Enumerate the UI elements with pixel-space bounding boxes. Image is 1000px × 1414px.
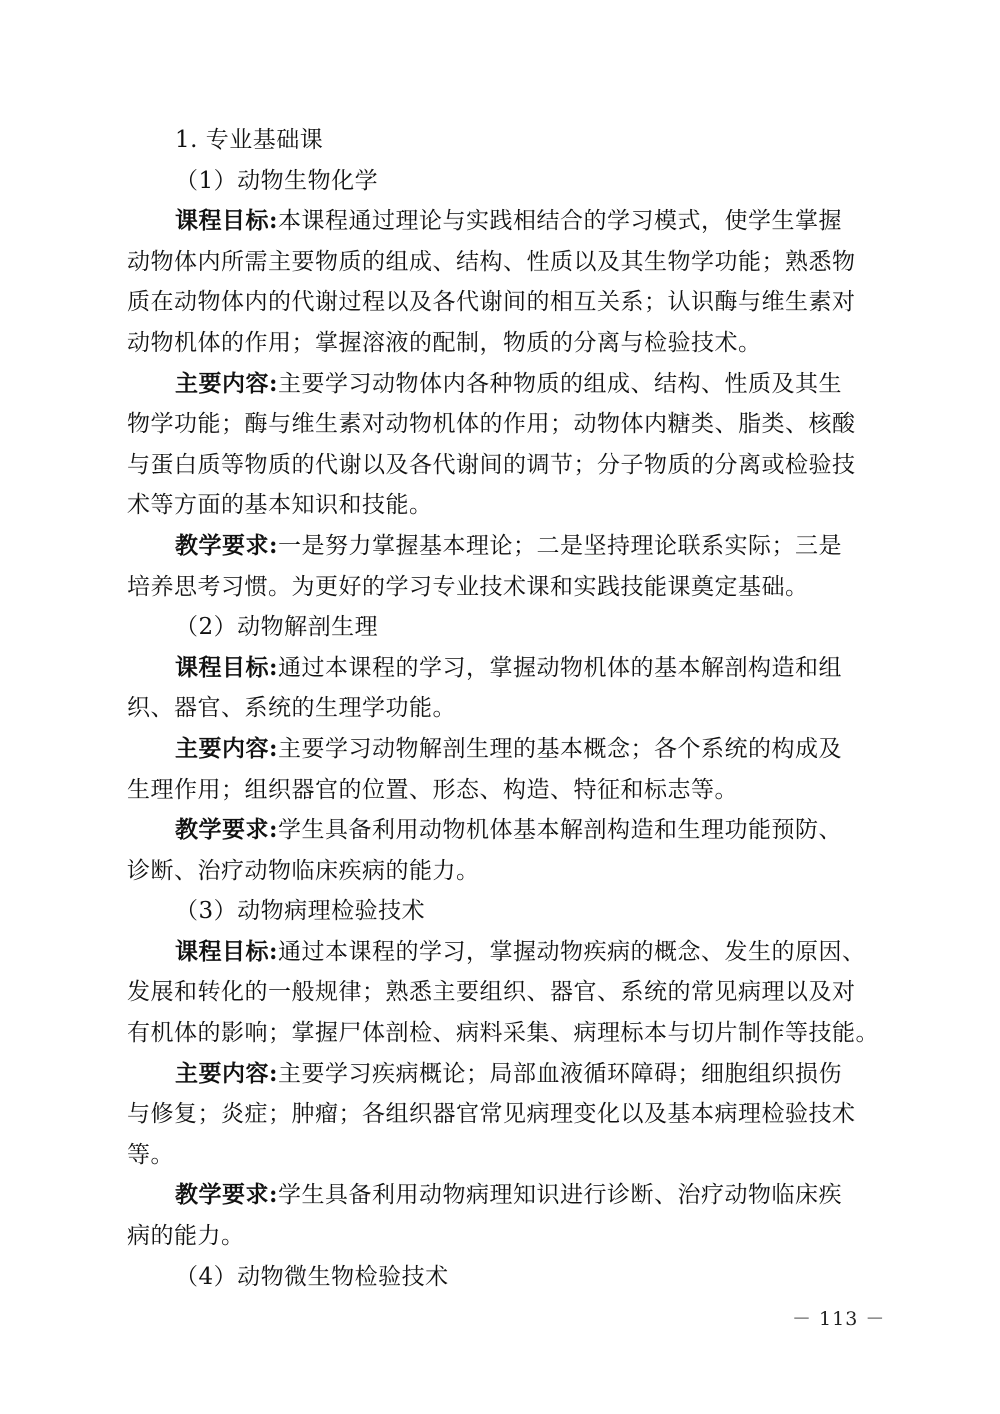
paragraph-line: [127, 729, 857, 770]
paragraph-line: [127, 810, 857, 851]
paragraph-line: 有机体的影响；掌握尸体剖检、病料采集、病理标本与切片制作等技能。: [127, 1020, 879, 1047]
paragraph-line: 与修复；炎症；肿瘤；各组织器官常见病理变化以及基本病理检验技术: [127, 1101, 856, 1128]
block-label: 课程目标:: [175, 653, 278, 681]
paragraph-line: [127, 201, 857, 242]
section-heading: 1. 专业基础课: [175, 127, 324, 153]
paragraph-line: 发展和转化的一般规律；熟悉主要组织、器官、系统的常见病理以及对: [127, 979, 856, 1006]
paragraph-line: 动物机体的作用；掌握溶液的配制，物质的分离与检验技术。: [127, 329, 762, 356]
paragraph-line: 物学功能；酶与维生素对动物机体的作用；动物体内糖类、脂类、核酸: [127, 411, 856, 438]
paragraph-line: 等。: [127, 1141, 174, 1168]
block-text: 学生具备利用动物病理知识进行诊断、治疗动物临床疾: [278, 1182, 842, 1209]
block-label: 主要内容:: [175, 1059, 278, 1087]
block-text: 学生具备利用动物机体基本解剖构造和生理功能预防、: [278, 817, 842, 844]
block-label: 教学要求:: [175, 816, 278, 844]
block-label: 教学要求:: [175, 1181, 278, 1209]
course-title: （3）动物病理检验技术: [175, 898, 426, 925]
block-text: 主要学习疾病概论；局部血液循环障碍；细胞组织损伤: [278, 1060, 842, 1087]
block-text: 通过本课程的学习，掌握动物机体的基本解剖构造和组: [278, 654, 842, 681]
paragraph-line: [127, 526, 857, 567]
course-title: （4）动物微生物检验技术: [175, 1263, 449, 1290]
block-label: 主要内容:: [175, 734, 278, 762]
block-label: 课程目标:: [175, 207, 278, 235]
block-label: 教学要求:: [175, 531, 278, 559]
block-label: 课程目标:: [175, 937, 278, 965]
block-text: 一是努力掌握基本理论；二是坚持理论联系实际；三是: [278, 532, 842, 559]
paragraph-line: [127, 648, 857, 689]
block-text: 主要学习动物解剖生理的基本概念；各个系统的构成及: [278, 735, 842, 762]
block-text: 通过本课程的学习，掌握动物疾病的概念、发生的原因、: [278, 938, 866, 965]
block-text: 主要学习动物体内各种物质的组成、结构、性质及其生: [278, 370, 842, 397]
paragraph-line: [127, 364, 857, 405]
paragraph-line: 术等方面的基本知识和技能。: [127, 492, 433, 519]
paragraph-line: 病的能力。: [127, 1223, 245, 1250]
course-title: （2）动物解剖生理: [175, 614, 379, 641]
paragraph-line: [127, 932, 866, 973]
course-title: （1）动物生物化学: [175, 167, 379, 194]
paragraph-line: [127, 1175, 857, 1216]
paragraph-line: 诊断、治疗动物临床疾病的能力。: [127, 857, 480, 884]
document-body: [127, 120, 879, 1297]
paragraph-line: 动物体内所需主要物质的组成、结构、性质以及其生物学功能；熟悉物: [127, 248, 856, 275]
paragraph-line: 生理作用；组织器官的位置、形态、构造、特征和标志等。: [127, 776, 738, 803]
paragraph-line: 质在动物体内的代谢过程以及各代谢间的相互关系；认识酶与维生素对: [127, 289, 856, 316]
paragraph-line: 培养思考习惯。为更好的学习专业技术课和实践技能课奠定基础。: [127, 573, 809, 600]
paragraph-line: 与蛋白质等物质的代谢以及各代谢间的调节；分子物质的分离或检验技: [127, 451, 856, 478]
block-label: 主要内容:: [175, 369, 278, 397]
paragraph-line: 织、器官、系统的生理学功能。: [127, 695, 456, 722]
page-number: － 113 －: [792, 1308, 886, 1330]
block-text: 本课程通过理论与实践相结合的学习模式，使学生掌握: [278, 208, 842, 235]
paragraph-line: [127, 1054, 857, 1095]
